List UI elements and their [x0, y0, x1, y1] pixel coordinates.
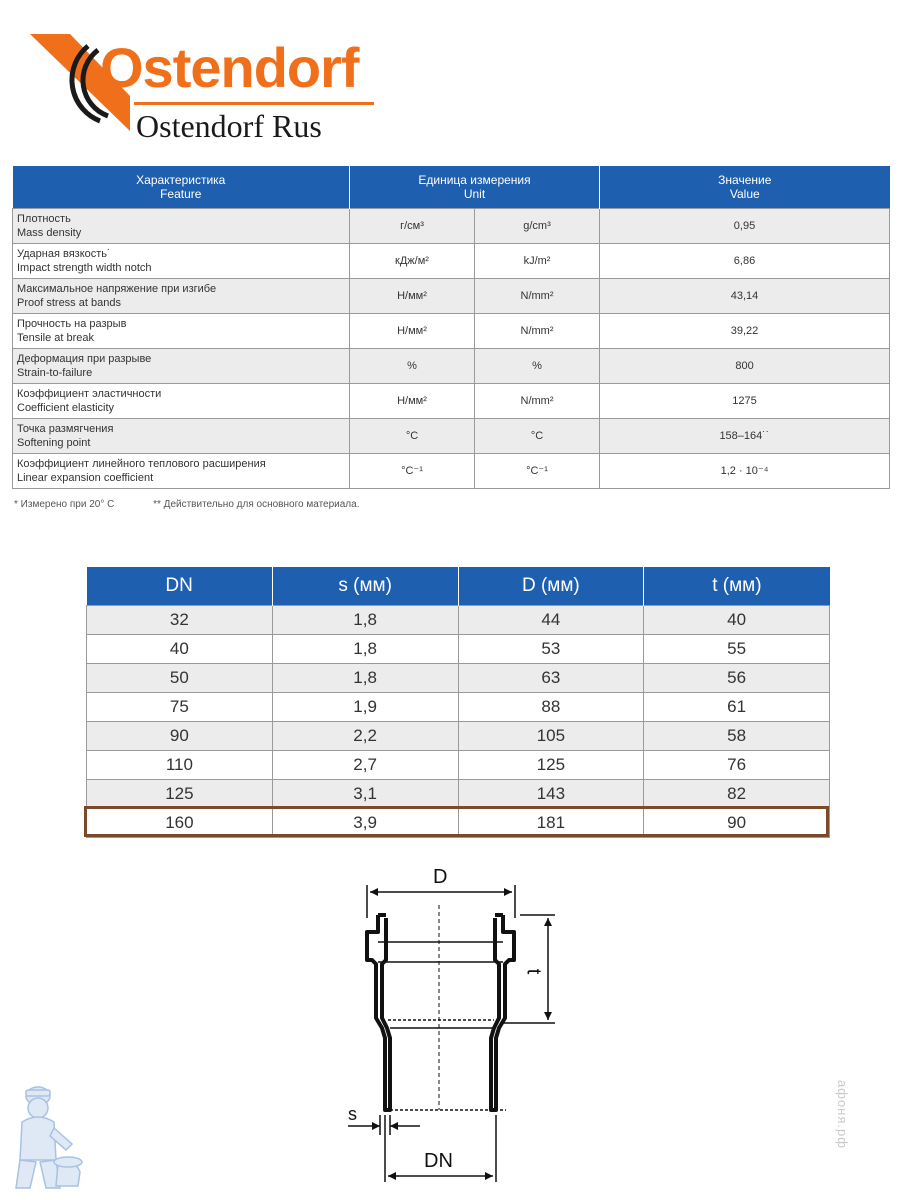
d-cell: 63 — [458, 664, 644, 693]
footnote-2: ** Действительно для основного материала. — [153, 499, 360, 510]
s-cell: 3,1 — [272, 780, 458, 809]
plumber-mascot — [6, 1082, 86, 1192]
feature-en: Impact strength width notch — [17, 262, 152, 274]
feature-ru: Ударная вязкость˙ — [17, 248, 111, 260]
feature-cell — [13, 244, 350, 279]
unit-en-cell: N/mm² — [475, 384, 600, 419]
unit-en-cell: °C⁻¹ — [475, 454, 600, 489]
properties-header-row — [13, 166, 890, 209]
t-cell: 40 — [644, 606, 830, 635]
value-cell: 6,86 — [600, 244, 890, 279]
feature-en: Linear expansion coefficient — [17, 472, 154, 484]
feature-en: Mass density — [17, 227, 82, 239]
d-cell: 181 — [458, 809, 644, 838]
label-t: t — [522, 968, 545, 975]
dimensions-row — [87, 780, 830, 809]
feature-en: Tensile at break — [17, 332, 95, 344]
value-cell: 0,95 — [600, 209, 890, 244]
properties-row — [13, 419, 890, 454]
header-value-en: Value — [729, 187, 760, 201]
d-cell: 88 — [458, 693, 644, 722]
unit-ru-cell: г/см³ — [350, 209, 475, 244]
feature-cell — [13, 454, 350, 489]
dimensions-row — [87, 809, 830, 838]
t-cell: 56 — [644, 664, 830, 693]
dimensions-row — [87, 664, 830, 693]
feature-cell — [13, 279, 350, 314]
unit-ru-cell: Н/мм² — [350, 384, 475, 419]
feature-ru: Точка размягчения — [17, 423, 114, 435]
d-cell: 143 — [458, 780, 644, 809]
s-cell: 1,8 — [272, 664, 458, 693]
footnote-1: * Измерено при 20° С — [14, 499, 115, 510]
unit-en-cell: % — [475, 349, 600, 384]
properties-row — [13, 244, 890, 279]
t-cell: 90 — [644, 809, 830, 838]
dimensions-row — [87, 693, 830, 722]
s-cell: 2,7 — [272, 751, 458, 780]
dn-cell: 32 — [87, 606, 273, 635]
dn-cell: 110 — [87, 751, 273, 780]
logo-brand: Ostendorf — [100, 36, 359, 99]
header-value-ru: Значение — [718, 173, 772, 187]
unit-ru-cell: % — [350, 349, 475, 384]
label-d: D — [433, 866, 448, 888]
unit-en-cell: N/mm² — [475, 279, 600, 314]
feature-ru: Прочность на разрыв — [17, 318, 127, 330]
s-cell: 3,9 — [272, 809, 458, 838]
logo-subtitle: Ostendorf Rus — [136, 108, 322, 144]
feature-ru: Коэффициент эластичности — [17, 388, 162, 400]
unit-en-cell: g/cm³ — [475, 209, 600, 244]
material-properties-table — [12, 166, 890, 489]
unit-ru-cell: °C — [350, 419, 475, 454]
label-dn: DN — [424, 1150, 453, 1172]
t-cell: 61 — [644, 693, 830, 722]
dimensions-row — [87, 606, 830, 635]
pipe-dimensions-table — [86, 567, 830, 838]
unit-ru-cell: Н/мм² — [350, 279, 475, 314]
value-cell: 43,14 — [600, 279, 890, 314]
unit-ru-cell: кДж/м² — [350, 244, 475, 279]
value-cell: 800 — [600, 349, 890, 384]
s-cell: 1,8 — [272, 606, 458, 635]
feature-ru: Коэффициент линейного теплового расширения — [17, 458, 266, 470]
unit-ru-cell: Н/мм² — [350, 314, 475, 349]
feature-ru: Деформация при разрыве — [17, 353, 152, 365]
label-s: s — [348, 1104, 357, 1124]
d-cell: 105 — [458, 722, 644, 751]
dn-cell: 50 — [87, 664, 273, 693]
properties-row — [13, 349, 890, 384]
s-cell: 1,8 — [272, 635, 458, 664]
dimensions-row — [87, 751, 830, 780]
logo-rule — [134, 102, 374, 105]
header-unit-en: Unit — [463, 187, 486, 201]
feature-cell — [13, 384, 350, 419]
feature-cell — [13, 419, 350, 454]
feature-ru: Плотность — [17, 213, 71, 225]
unit-en-cell: °C — [475, 419, 600, 454]
value-cell: 39,22 — [600, 314, 890, 349]
t-cell: 58 — [644, 722, 830, 751]
d-cell: 53 — [458, 635, 644, 664]
properties-row — [13, 384, 890, 419]
properties-row — [13, 279, 890, 314]
t-cell: 55 — [644, 635, 830, 664]
header-unit-ru: Единица измерения — [418, 173, 531, 187]
value-cell: 1275 — [600, 384, 890, 419]
feature-en: Strain-to-failure — [17, 367, 93, 379]
header-feature — [13, 166, 350, 209]
feature-cell — [13, 349, 350, 384]
header-value — [600, 166, 890, 209]
unit-en-cell: N/mm² — [475, 314, 600, 349]
header-d: D (мм) — [458, 567, 644, 606]
properties-row — [13, 454, 890, 489]
d-cell: 44 — [458, 606, 644, 635]
t-cell: 82 — [644, 780, 830, 809]
header-dn: DN — [87, 567, 273, 606]
dn-cell: 40 — [87, 635, 273, 664]
pipe-socket-drawing — [330, 860, 570, 1190]
feature-en: Proof stress at bands — [17, 297, 121, 309]
feature-en: Softening point — [17, 437, 91, 449]
header-feature-ru: Характеристика — [136, 173, 226, 187]
header-t: t (мм) — [644, 567, 830, 606]
unit-ru-cell: °C⁻¹ — [350, 454, 475, 489]
feature-cell — [13, 209, 350, 244]
s-cell: 2,2 — [272, 722, 458, 751]
pipe-socket-diagram-icon — [330, 860, 570, 1190]
header-s: s (мм) — [272, 567, 458, 606]
properties-row — [13, 209, 890, 244]
value-cell: 158–164˙˙ — [600, 419, 890, 454]
feature-cell — [13, 314, 350, 349]
dn-cell: 160 — [87, 809, 273, 838]
dn-cell: 90 — [87, 722, 273, 751]
dimensions-header-row — [87, 567, 830, 606]
properties-row — [13, 314, 890, 349]
feature-ru: Максимальное напряжение при изгибе — [17, 283, 217, 295]
header-feature-en: Feature — [160, 187, 202, 201]
dn-cell: 125 — [87, 780, 273, 809]
d-cell: 125 — [458, 751, 644, 780]
ostendorf-logo — [30, 26, 390, 144]
footnotes — [14, 499, 395, 510]
dimensions-row — [87, 635, 830, 664]
dimensions-row — [87, 722, 830, 751]
plumber-mascot-icon — [6, 1082, 86, 1192]
t-cell: 76 — [644, 751, 830, 780]
value-cell: 1,2 · 10⁻⁴ — [600, 454, 890, 489]
dn-cell: 75 — [87, 693, 273, 722]
feature-en: Coefficient elasticity — [17, 402, 115, 414]
s-cell: 1,9 — [272, 693, 458, 722]
unit-en-cell: kJ/m² — [475, 244, 600, 279]
header-unit — [350, 166, 600, 209]
site-watermark: афоня.рф — [835, 1080, 850, 1149]
